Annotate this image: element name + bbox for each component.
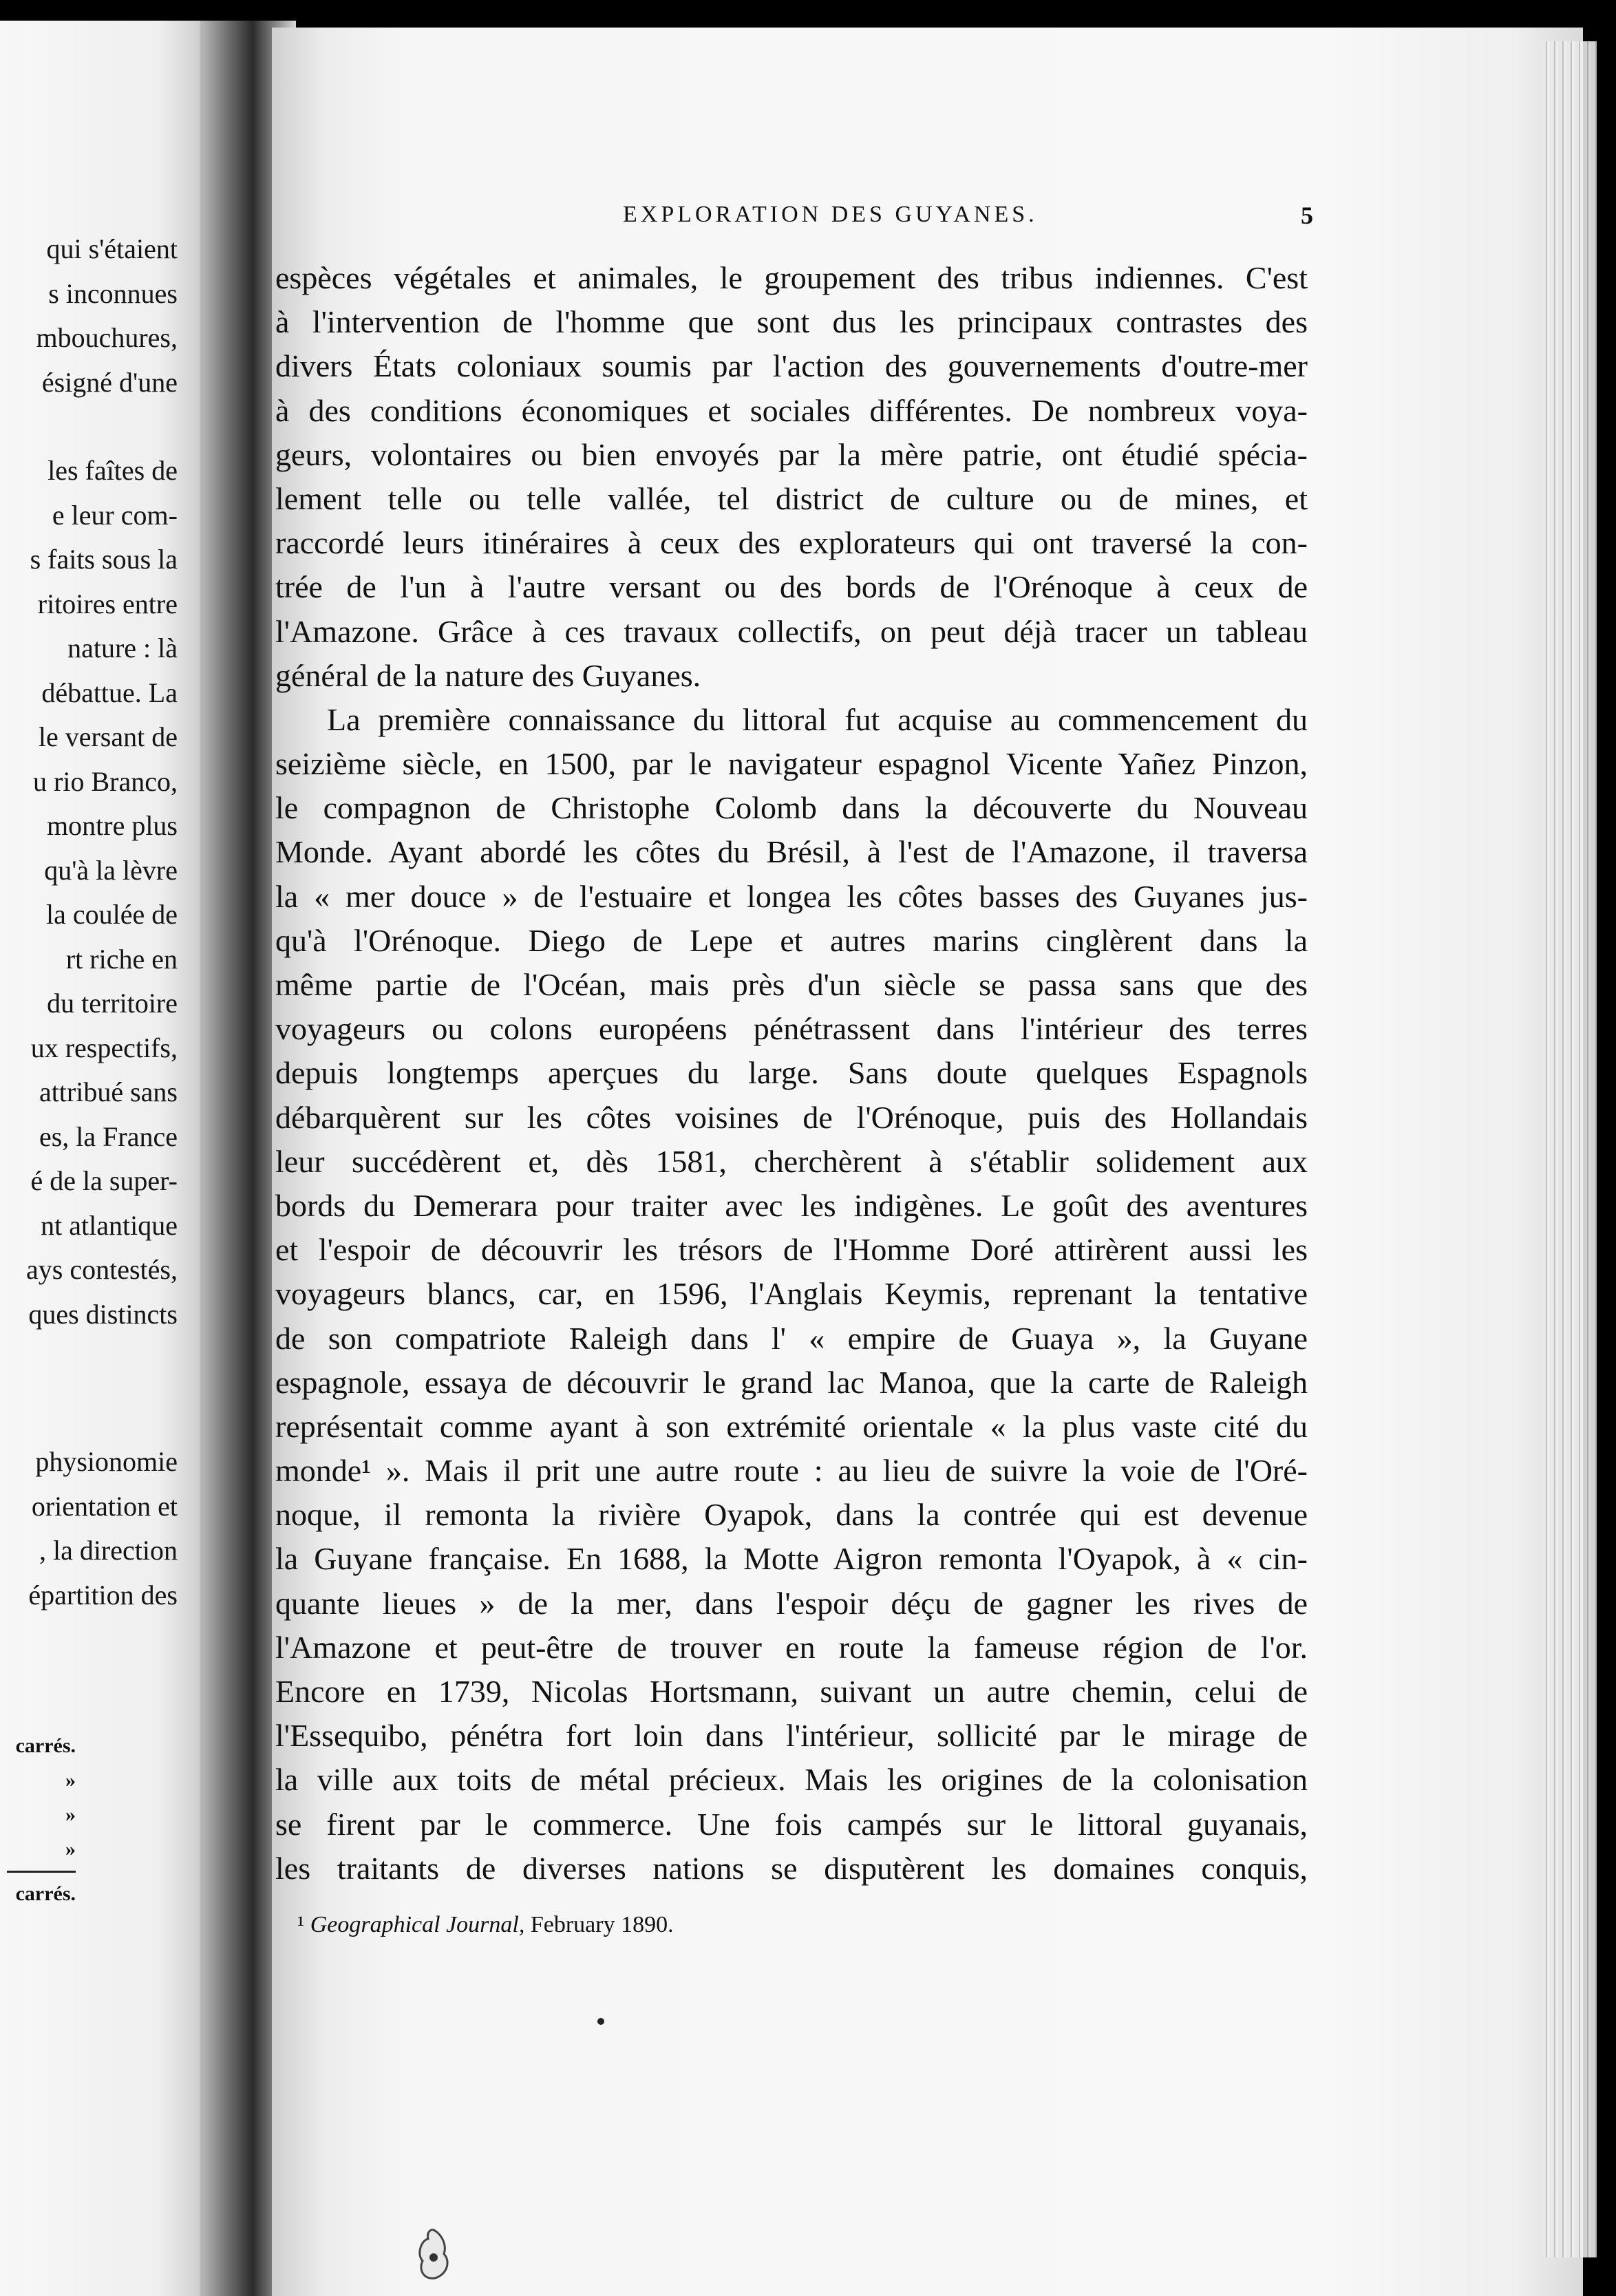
left-line: débattue. La xyxy=(41,677,178,708)
text-line: et l'espoir de découvrir les trésors de l'Homme Doré attirèrent aussi les xyxy=(275,1232,1308,1268)
table-cell: » xyxy=(65,1803,76,1826)
text-line: la Guyane française. En 1688, la Motte Aigron remonta l'Oyapok, à « cin- xyxy=(275,1541,1308,1577)
left-line: é de la super- xyxy=(30,1165,178,1196)
left-line: ésigné d'une xyxy=(41,366,178,398)
left-line: montre plus xyxy=(47,810,178,841)
text-line: noque, il remonta la rivière Oyapok, dans la contrée qui est devenue xyxy=(275,1497,1308,1533)
left-line: mbouchures, xyxy=(36,322,178,353)
page-edge-stack xyxy=(1542,41,1597,2257)
text-line: général de la nature des Guyanes. xyxy=(275,657,701,693)
text-line: divers États coloniaux soumis par l'action des gouvernements d'outre-mer xyxy=(275,348,1308,384)
left-line: qui s'étaient xyxy=(46,233,178,264)
left-line: du territoire xyxy=(47,988,178,1019)
left-line: épartition des xyxy=(28,1579,178,1611)
text-line: quante lieues » de la mer, dans l'espoir déçu de gagner les rives de xyxy=(275,1585,1308,1621)
text-line: à l'intervention de l'homme que sont dus les principaux contrastes des xyxy=(275,304,1308,340)
table-cell: carrés. xyxy=(15,1882,76,1905)
footnote xyxy=(297,1912,917,1938)
left-line: les faîtes de xyxy=(47,455,178,486)
text-line: représentait comme ayant à son extrémité orientale « la plus vaste cité du xyxy=(275,1408,1308,1444)
left-page-text xyxy=(0,227,178,1617)
table-cell: » xyxy=(65,1769,76,1792)
text-line: voyageurs ou colons européens pénétrassent dans l'intérieur des terres xyxy=(275,1011,1308,1047)
text-line: qu'à l'Orénoque. Diego de Lepe et autres marins cinglèrent dans la xyxy=(275,922,1308,958)
left-page-table-fragment xyxy=(0,1729,76,1911)
left-line: attribué sans xyxy=(39,1076,178,1107)
text-line: raccordé leurs itinéraires à ceux des explorateurs qui ont traversé la con- xyxy=(275,525,1308,561)
text-line: de son compatriote Raleigh dans l' « empire de Guaya », la Guyane xyxy=(275,1320,1308,1356)
text-line: lement telle ou telle vallée, tel district de culture ou de mines, et xyxy=(275,480,1308,516)
left-line: s inconnues xyxy=(48,277,178,309)
text-line: débarquèrent sur les côtes voisines de l'Orénoque, puis des Hollandais xyxy=(275,1099,1308,1135)
table-rule xyxy=(7,1871,76,1873)
left-line: orientation et xyxy=(31,1490,178,1522)
text-line: la « mer douce » de l'estuaire et longea les côtes basses des Guyanes jus- xyxy=(275,878,1308,914)
text-line: geurs, volontaires ou bien envoyés par la mère patrie, ont étudié spécia- xyxy=(275,436,1308,472)
left-line: le versant de xyxy=(38,721,178,752)
text-line: la ville aux toits de métal précieux. Mais les origines de la colonisation xyxy=(275,1762,1308,1798)
text-line: Monde. Ayant abordé les côtes du Brésil, à l'est de l'Amazone, il traversa xyxy=(275,834,1308,870)
footnote-marker: ¹ xyxy=(297,1912,305,1937)
left-line: nature : là xyxy=(67,633,178,663)
ink-dot xyxy=(597,2018,604,2025)
text-line: le compagnon de Christophe Colomb dans la découverte du Nouveau xyxy=(275,790,1308,826)
left-line: s faits sous la xyxy=(30,544,178,575)
text-line: l'Essequibo, pénétra fort loin dans l'intérieur, sollicité par le mirage de xyxy=(275,1718,1308,1754)
text-line: l'Amazone. Grâce à ces travaux collectifs, on peut déjà tracer un tableau xyxy=(275,613,1308,649)
left-line: ques distincts xyxy=(28,1298,178,1330)
text-line: Encore en 1739, Nicolas Hortsmann, suivant un autre chemin, celui de xyxy=(275,1674,1308,1709)
text-line: bords du Demerara pour traiter avec les indigènes. Le goût des aventures xyxy=(275,1187,1308,1223)
text-line: espèces végétales et animales, le groupement des tribus indiennes. C'est xyxy=(275,260,1308,295)
footnote-date: February 1890. xyxy=(530,1912,674,1937)
left-line: , la direction xyxy=(39,1535,178,1566)
text-line: trée de l'un à l'autre versant ou des bords de l'Orénoque à ceux de xyxy=(275,569,1308,605)
left-line: ays contestés, xyxy=(26,1254,178,1285)
body-text xyxy=(275,256,1308,1891)
text-line: leur succédèrent et, dès 1581, cherchèrent à s'établir solidement aux xyxy=(275,1143,1308,1179)
left-line: qu'à la lèvre xyxy=(44,854,178,886)
text-line: espagnole, essaya de découvrir le grand lac Manoa, que la carte de Raleigh xyxy=(275,1364,1308,1400)
text-line: à des conditions économiques et sociales différentes. De nombreux voya- xyxy=(275,392,1308,428)
text-line: les traitants de diverses nations se disputèrent les domaines conquis, xyxy=(275,1850,1308,1886)
left-line: es, la France xyxy=(39,1120,178,1152)
text-line: La première connaissance du littoral fut acquise au commencement du xyxy=(327,701,1308,737)
text-line: se firent par le commerce. Une fois campés sur le littoral guyanais, xyxy=(275,1806,1308,1842)
left-line: nt atlantique xyxy=(41,1209,178,1241)
left-line: ritoires entre xyxy=(37,588,178,619)
running-header: EXPLORATION DES GUYANES. xyxy=(623,202,1038,227)
left-line: rt riche en xyxy=(65,943,178,975)
page-number: 5 xyxy=(1301,202,1313,229)
text-line: seizième siècle, en 1500, par le navigateur espagnol Vicente Yañez Pinzon, xyxy=(275,746,1308,782)
text-line: monde¹ ». Mais il prit une autre route : au lieu de suivre la voie de l'Oré- xyxy=(275,1453,1308,1489)
left-line: e leur com- xyxy=(52,499,178,531)
ink-blot-icon xyxy=(413,2226,454,2282)
text-line: voyageurs blancs, car, en 1596, l'Anglais Keymis, reprenant la tentative xyxy=(275,1276,1308,1312)
text-line: l'Amazone et peut-être de trouver en route la fameuse région de l'or. xyxy=(275,1629,1308,1665)
text-line: depuis longtemps aperçues du large. Sans doute quelques Espagnols xyxy=(275,1055,1308,1091)
table-cell: » xyxy=(65,1838,76,1860)
left-line: u rio Branco, xyxy=(33,765,178,797)
text-line: même partie de l'Océan, mais près d'un siècle se passa sans que des xyxy=(275,967,1308,1002)
left-line: ux respectifs, xyxy=(30,1032,178,1063)
table-cell: carrés. xyxy=(15,1734,76,1757)
left-line: physionomie xyxy=(35,1446,178,1477)
footnote-source: Geographical Journal, xyxy=(310,1912,525,1937)
left-line: la coulée de xyxy=(46,899,178,930)
